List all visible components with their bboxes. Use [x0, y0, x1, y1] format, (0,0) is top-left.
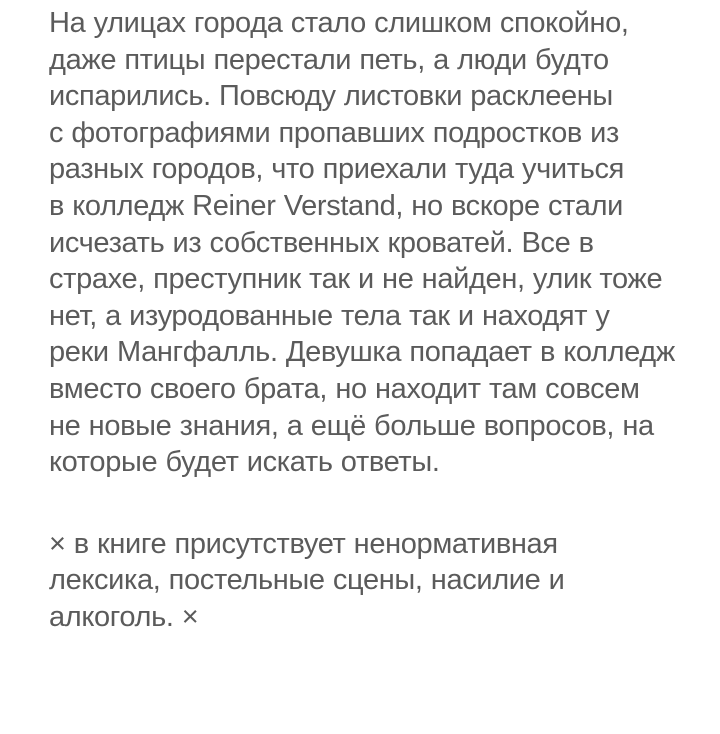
- description-line: исчезать из собственных кроватей. Все в: [49, 226, 594, 259]
- warning-line: алкоголь. ×: [49, 600, 199, 633]
- description-paragraph: [49, 5, 720, 481]
- description-line: не новые знания, а ещё больше вопросов, на: [49, 409, 654, 442]
- description-line: вместо своего брата, но находит там совсем: [49, 372, 640, 405]
- description-line: На улицах города стало слишком спокойно,: [49, 7, 629, 39]
- warning-line: × в книге присутствует ненормативная: [49, 527, 558, 560]
- description-line: испарились. Повсюду листовки расклеены: [49, 80, 613, 113]
- description-line: разных городов, что приехали туда учиться: [49, 153, 624, 186]
- description-line: страхе, преступник так и не найден, улик тоже: [49, 263, 663, 296]
- description-line: реки Мангфалль. Девушка попадает в колледж: [49, 336, 675, 369]
- warning-line: лексика, постельные сцены, насилие и: [49, 564, 565, 597]
- paragraph-spacer: [49, 481, 720, 526]
- description-line: в колледж Reiner Verstand, но вскоре стали: [49, 189, 623, 222]
- description-line: нет, а изуродованные тела так и находят у: [49, 299, 610, 332]
- description-line: которые будет искать ответы.: [49, 446, 440, 479]
- content-warning-paragraph: [49, 526, 720, 636]
- description-line: с фотографиями пропавших подростков из: [49, 116, 619, 149]
- description-line: даже птицы перестали петь, а люди будто: [49, 43, 609, 76]
